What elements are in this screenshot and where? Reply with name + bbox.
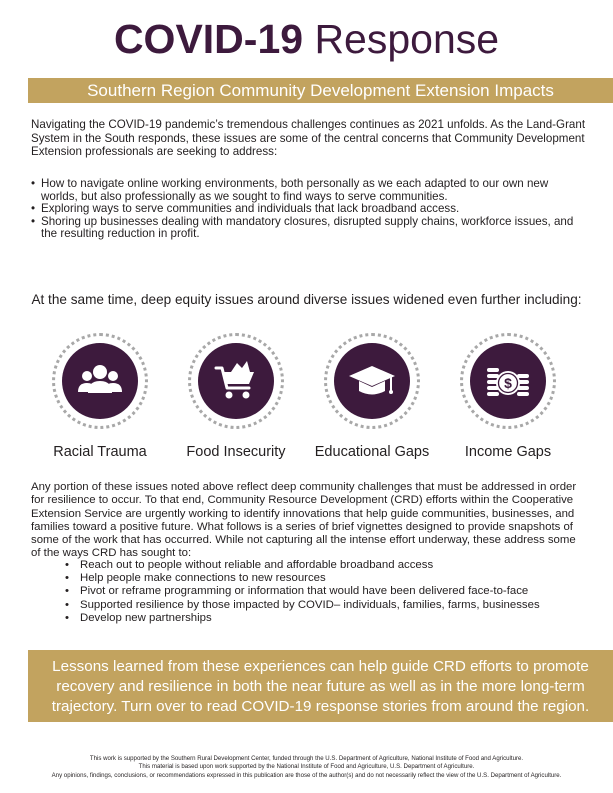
equity-heading: At the same time, deep equity issues around diverse issues widened even further including: xyxy=(31,292,582,307)
list-item: • How to navigate online working environments, both personally as we each adapted to our own new worlds, but also professionally as we sought to find ways to serve communities. xyxy=(31,178,587,203)
food-insecurity-badge xyxy=(188,333,284,429)
coin-stack-icon xyxy=(483,356,533,406)
page-title xyxy=(0,14,613,64)
shopping-cart-icon xyxy=(211,356,261,406)
lessons-text: Lessons learned from these experiences can help guide CRD efforts to promote recovery and resilience in both the near future as well as in the more long-term trajectory. Turn over to read COVID-19 response stories from around the region. xyxy=(51,658,590,715)
title-rest: Response xyxy=(303,16,500,62)
people-group-icon xyxy=(75,356,125,406)
list-item: • Supported resilience by those impacted by COVID– individuals, families, farms, businesses xyxy=(65,599,585,612)
subtitle-banner: Southern Region Community Development Extension Impacts xyxy=(28,78,613,103)
footer-line: This work is supported by the Southern Rural Development Center, funded through the U.S. Department of Agriculture, National Institute of Food and Agriculture. xyxy=(89,755,524,762)
list-item: • Reach out to people without reliable and affordable broadband access xyxy=(65,559,585,572)
concerns-list xyxy=(31,178,587,241)
graduation-cap-icon xyxy=(347,356,397,406)
label-racial-trauma: Racial Trauma xyxy=(53,444,147,460)
label-food-insecurity: Food Insecurity xyxy=(186,444,286,460)
list-item: • Pivot or reframe programming or information that would have been delivered face-to-face xyxy=(65,585,585,598)
lessons-banner xyxy=(28,650,613,722)
educational-gaps-badge xyxy=(324,333,420,429)
label-educational-gaps: Educational Gaps xyxy=(314,444,430,460)
footer-line: This material is based upon work supported by the National Institute of Food and Agriculture, U.S. Department of Agriculture. xyxy=(138,763,475,771)
label-income-gaps: Income Gaps xyxy=(464,444,552,460)
footer-disclaimer xyxy=(0,755,613,780)
footer-line: Any opinions, findings, conclusions, or recommendations expressed in this publication are those of the author(s) and do not necessarily reflect the view of the U.S. Department of Agriculture. xyxy=(51,771,562,779)
crd-paragraph: Any portion of these issues noted above reflect deep community challenges that must be addressed in order for resilience to occur. To that end, Community Resource Development (CRD) efforts within the Cooperative Extension Service are urgently working to identify innovations that help guide communities, businesses, and families toward a positive future. What follows is a series of brief vignettes designed to provide snapshots of some of the work that has occurred. While not capturing all the intense effort underway, these address some of the ways CRD has sought to: xyxy=(31,481,577,560)
intro-paragraph: Navigating the COVID-19 pandemic’s tremendous challenges continues as 2021 unfolds. As the Land-Grant System in the South responds, these issues are some of the central concerns that Community Development Extension professionals are seeking to address: xyxy=(31,118,586,159)
income-gaps-badge xyxy=(460,333,556,429)
list-item: • Exploring ways to serve communities and individuals that lack broadband access. xyxy=(31,203,587,216)
svg-text:$: $ xyxy=(504,375,512,391)
list-item: • Shoring up businesses dealing with mandatory closures, disrupted supply chains, workforce issues, and the resulting reduction in profit. xyxy=(31,216,587,241)
crd-goals-list xyxy=(65,559,585,625)
title-bold: COVID-19 xyxy=(113,16,304,62)
list-item: • Develop new partnerships xyxy=(65,612,585,625)
racial-trauma-badge xyxy=(52,333,148,429)
list-item: • Help people make connections to new resources xyxy=(65,572,585,585)
